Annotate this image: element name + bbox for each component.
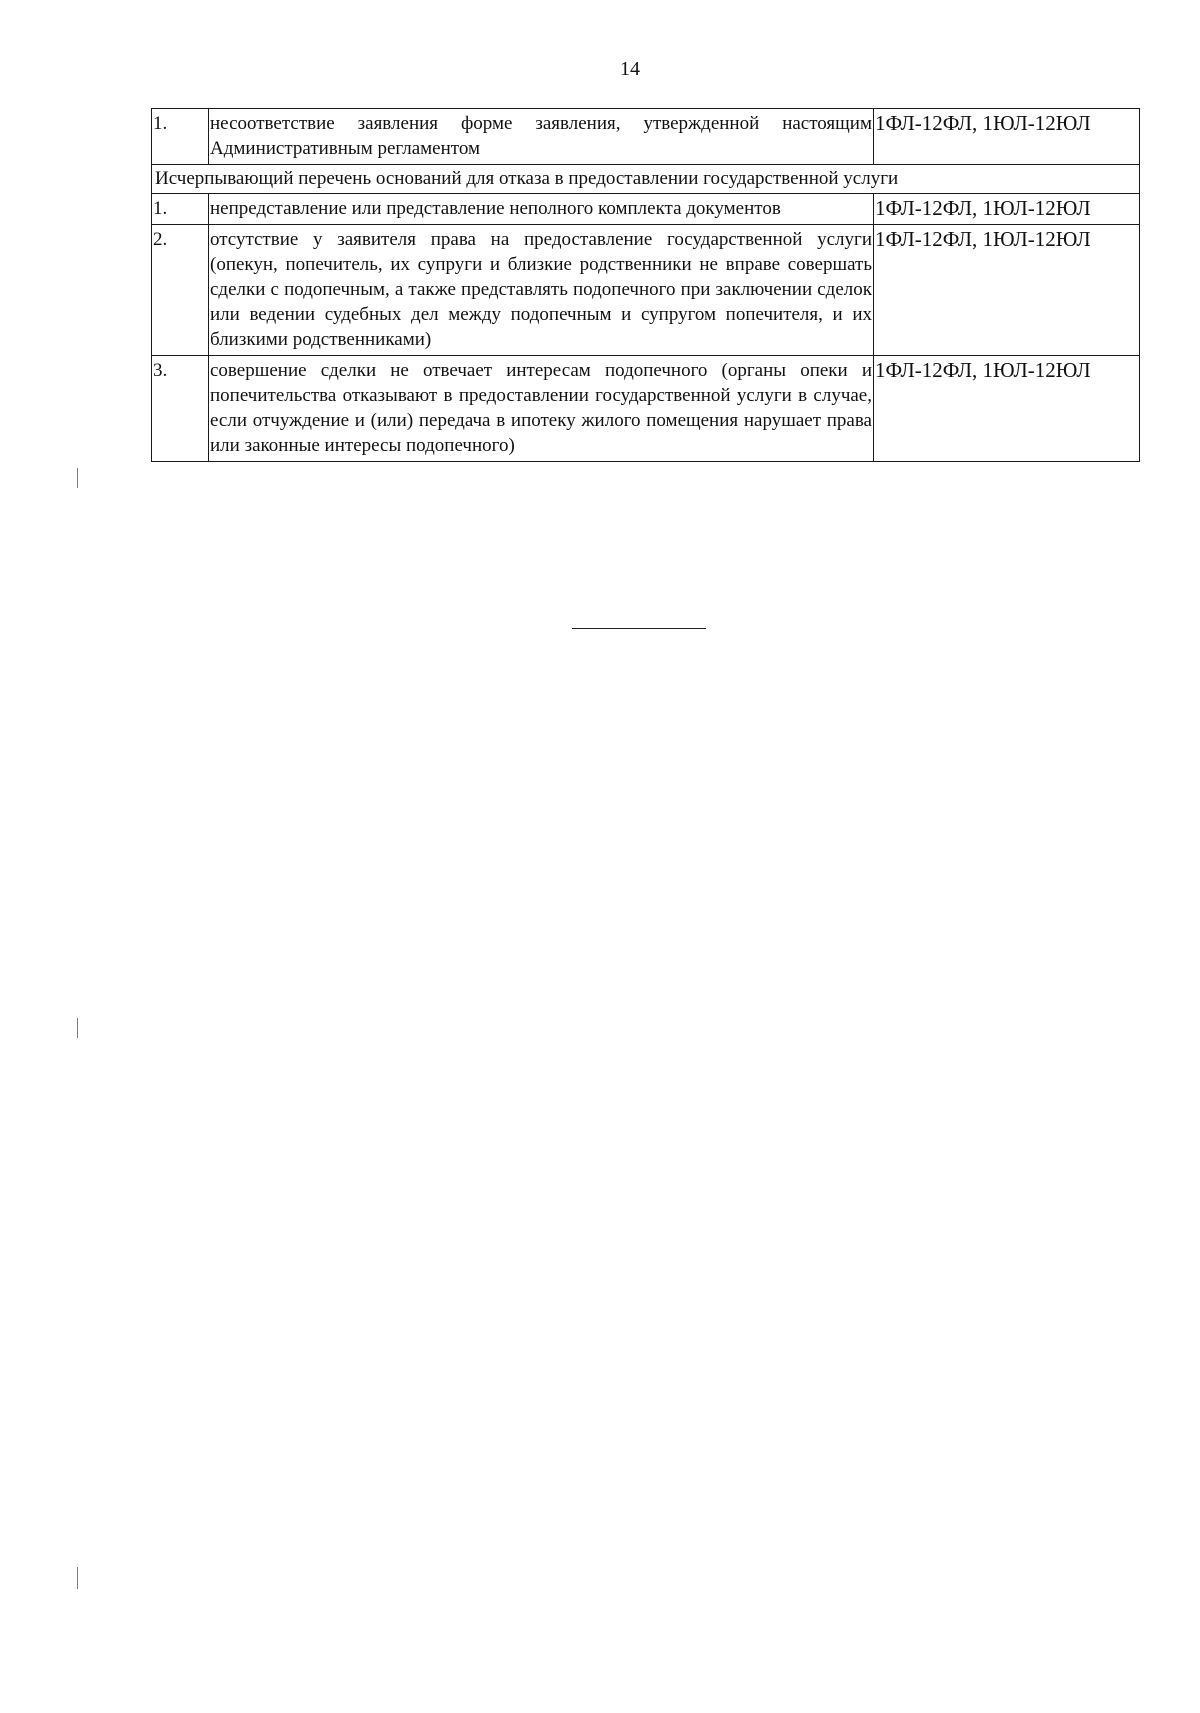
row-codes: 1ФЛ-12ФЛ, 1ЮЛ-12ЮЛ: [874, 356, 1140, 462]
end-of-document-rule: [572, 628, 706, 629]
row-codes: 1ФЛ-12ФЛ, 1ЮЛ-12ЮЛ: [874, 194, 1140, 225]
table-row: [152, 356, 1140, 462]
section-heading: Исчерпывающий перечень оснований для отказа в предоставлении государственной услуги: [152, 165, 1140, 194]
scan-artifact-mark: [77, 1567, 78, 1589]
row-text: непредставление или представление неполного комплекта документов: [209, 194, 874, 225]
row-number: 3.: [152, 356, 209, 462]
table-row: [152, 194, 1140, 225]
scan-artifact-mark: [77, 1018, 78, 1038]
section-heading-row: [152, 165, 1140, 194]
row-number: 1.: [152, 194, 209, 225]
scan-artifact-mark: [77, 468, 78, 488]
row-codes: 1ФЛ-12ФЛ, 1ЮЛ-12ЮЛ: [874, 109, 1140, 165]
row-text: несоответствие заявления форме заявления, утвержденной настоящим Административным регламентом: [209, 109, 874, 165]
table-row: [152, 225, 1140, 356]
row-codes: 1ФЛ-12ФЛ, 1ЮЛ-12ЮЛ: [874, 225, 1140, 356]
table-row: [152, 109, 1140, 165]
page-number: 14: [620, 58, 640, 80]
row-number: 1.: [152, 109, 209, 165]
grounds-table: [151, 108, 1140, 462]
row-number: 2.: [152, 225, 209, 356]
row-text: совершение сделки не отвечает интересам подопечного (органы опеки и попечительства отказывают в предоставлении государственной услуги в случае, если отчуждение и (или) передача в ипотеку жилого помещения нарушает права или законные интересы подопечного): [209, 356, 874, 462]
row-text: отсутствие у заявителя права на предоставление государственной услуги (опекун, попечитель, их супруги и близкие родственники не вправе совершать сделки с подопечным, а также представлять подопечного при заключении сделок или ведении судебных дел между подопечным и супругом попечителя, и их близкими родственниками): [209, 225, 874, 356]
